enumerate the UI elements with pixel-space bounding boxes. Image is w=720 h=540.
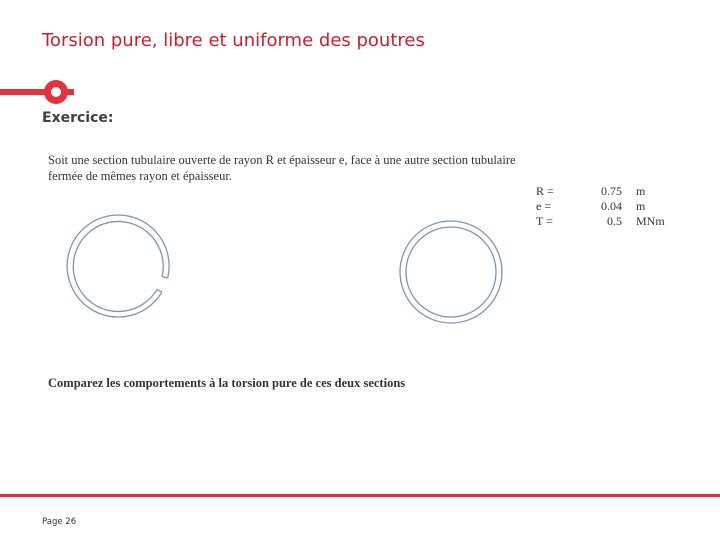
param-unit: m <box>636 199 646 213</box>
closed-tube-section <box>400 221 502 323</box>
open-tube-section <box>67 215 169 317</box>
param-unit: m <box>636 184 646 198</box>
exercise-description: Soit une section tubulaire ouverte de rayon R et épaisseur e, face à une autre section tubulaire fermée de mêmes rayon et épaisseur. <box>48 153 516 183</box>
exercise-question: Comparez les comportements à la torsion pure de ces deux sections <box>48 376 406 390</box>
param-value: 0.04 <box>601 199 622 213</box>
param-label: R = <box>536 184 554 198</box>
page-number: Page 26 <box>42 517 77 527</box>
param-unit: MNm <box>636 214 665 228</box>
param-value: 0.75 <box>601 184 622 198</box>
exercise-heading: Exercice: <box>42 110 114 126</box>
param-label: T = <box>536 214 553 228</box>
param-value: 0.5 <box>607 214 622 228</box>
footer-divider <box>0 494 720 497</box>
param-label: e = <box>536 199 552 213</box>
slide-title: Torsion pure, libre et uniforme des poutres <box>42 30 425 51</box>
